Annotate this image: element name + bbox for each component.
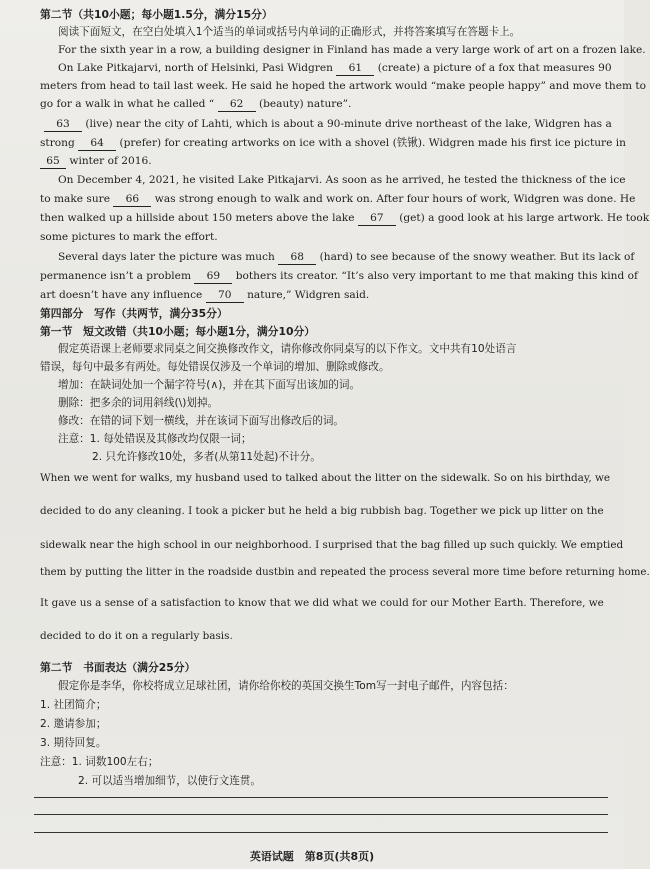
answer-line	[34, 797, 608, 798]
blank-68: 68	[278, 251, 316, 265]
cloze-line	[44, 118, 612, 132]
blank-63: 63	[44, 118, 82, 132]
section-heading-grammar: 第二节（共10小题；每小题1.5分，满分15分）	[40, 8, 273, 21]
cloze-text: strong	[40, 137, 75, 149]
answer-line	[34, 832, 608, 833]
part-heading-writing: 第四部分 写作（共两节，满分35分）	[40, 307, 228, 320]
cloze-line	[40, 155, 608, 169]
blank-61: 61	[336, 62, 374, 76]
writing-point-3: 3. 期待回复。	[40, 737, 107, 749]
cloze-line	[58, 62, 610, 76]
correction-rule-modify: 修改：在错的词下划一横线，并在该词下面写出修改后的词。	[58, 415, 345, 427]
correction-rule-add: 增加：在缺词处加一个漏字符号(∧)，并在其下面写出该加的词。	[58, 379, 361, 391]
writing-task: 假定你是李华，你校将成立足球社团，请你给你校的英国交换生Tom写一封电子邮件，内容包括：	[58, 680, 514, 692]
cloze-line: For the sixth year in a row, a building designer in Finland has made a very large work of art on a frozen lake.	[58, 44, 646, 56]
correction-note-1: 注意：1. 每处错误及其修改均仅限一词；	[58, 433, 252, 445]
correction-note-2: 2. 只允许修改10处，多者(从第11处起)不计分。	[92, 451, 321, 463]
cloze-text: to make sure	[40, 193, 111, 205]
blank-62: 62	[218, 98, 256, 112]
page-footer: 英语试题 第8页(共8页)	[249, 850, 375, 863]
cloze-line	[58, 251, 635, 265]
section-heading-writing: 第二节 书面表达（满分25分）	[40, 661, 196, 674]
writing-note-2: 2. 可以适当增加细节，以使行文连贯。	[78, 775, 261, 787]
blank-69: 69	[194, 270, 232, 284]
cloze-text: then walked up a hillside about 150 meters above the lake	[40, 212, 355, 224]
cloze-text: (create) a picture of a fox that measures 90	[377, 62, 612, 74]
section-heading-correction: 第一节 短文改错（共10小题；每小题1分，满分10分）	[40, 325, 316, 338]
cloze-text: (prefer) for creating artworks on ice with a shovel (铁锹). Widgren made his first ice picture in	[119, 137, 626, 149]
cloze-line	[40, 289, 608, 303]
cloze-line: meters from head to tail last week. He said he hoped the artwork would “make people happy” and move them to	[40, 80, 647, 92]
cloze-text: art doesn’t have any influence	[40, 289, 203, 301]
essay-line: decided to do it on a regularly basis.	[40, 630, 233, 642]
cloze-text: (get) a good look at his large artwork. He took	[399, 212, 650, 224]
writing-point-1: 1. 社团简介；	[40, 699, 107, 711]
writing-note-1: 注意：1. 词数100左右；	[40, 756, 159, 768]
blank-64: 64	[78, 137, 116, 151]
essay-line: them by putting the litter in the roadside dustbin and repeated the process several more time before returning home.	[40, 567, 650, 578]
cloze-text: Several days later the picture was much	[58, 251, 275, 263]
essay-line: decided to do any cleaning. I took a picker but he held a big rubbish bag. Together we pick up litter on the	[40, 505, 604, 517]
essay-line: When we went for walks, my husband used to talked about the litter on the sidewalk. So on his birthday, we	[40, 472, 611, 484]
cloze-line	[40, 98, 608, 112]
cloze-line	[40, 193, 636, 207]
cloze-text: On Lake Pitkajarvi, north of Helsinki, Pasi Widgren	[58, 62, 333, 74]
cloze-line: some pictures to mark the effort.	[40, 231, 218, 243]
correction-rule-delete: 删除：把多余的词用斜线(\)划掉。	[58, 397, 219, 409]
correction-instruction: 错误，每句中最多有两处。每处错误仅涉及一个单词的增加、删除或修改。	[40, 361, 390, 373]
section-instruction: 阅读下面短文，在空白处填入1个适当的单词或括号内单词的正确形式，并将答案填写在答题卡上。	[58, 26, 521, 38]
answer-line	[34, 814, 608, 815]
cloze-text: permanence isn’t a problem	[40, 270, 191, 282]
cloze-text: (hard) to see because of the snowy weather. But its lack of	[319, 251, 635, 263]
cloze-text: was strong enough to walk and work on. After four hours of work, Widgren was done. He	[154, 193, 636, 205]
cloze-text: bothers its creator. “It’s also very important to me that making this kind of	[235, 270, 638, 282]
correction-instruction: 假定英语课上老师要求同桌之间交换修改作文，请你修改你同桌写的以下作文。文中共有10处语言	[58, 343, 517, 355]
cloze-line	[40, 212, 650, 226]
blank-66: 66	[113, 193, 151, 207]
blank-65: 65	[40, 155, 66, 169]
essay-line: sidewalk near the high school in our neighborhood. I surprised that the bag filled up such quickly. We emptied	[40, 539, 624, 551]
cloze-text: (live) near the city of Lahti, which is about a 90-minute drive northeast of the lake, Widgren has a	[85, 118, 612, 130]
cloze-line	[40, 137, 626, 151]
cloze-text: (beauty) nature”.	[258, 98, 352, 110]
cloze-line	[40, 270, 638, 284]
blank-67: 67	[358, 212, 396, 226]
cloze-line: On December 4, 2021, he visited Lake Pitkajarvi. As soon as he arrived, he tested the thickness of the ice	[58, 174, 626, 186]
essay-line: It gave us a sense of a satisfaction to know that we did what we could for our Mother Earth. Therefore, we	[40, 597, 604, 609]
writing-point-2: 2. 邀请参加；	[40, 718, 107, 730]
cloze-text: winter of 2016.	[69, 155, 152, 167]
blank-70: 70	[206, 289, 244, 303]
cloze-text: go for a walk in what he called “	[40, 98, 215, 110]
cloze-text: nature,” Widgren said.	[247, 289, 370, 301]
